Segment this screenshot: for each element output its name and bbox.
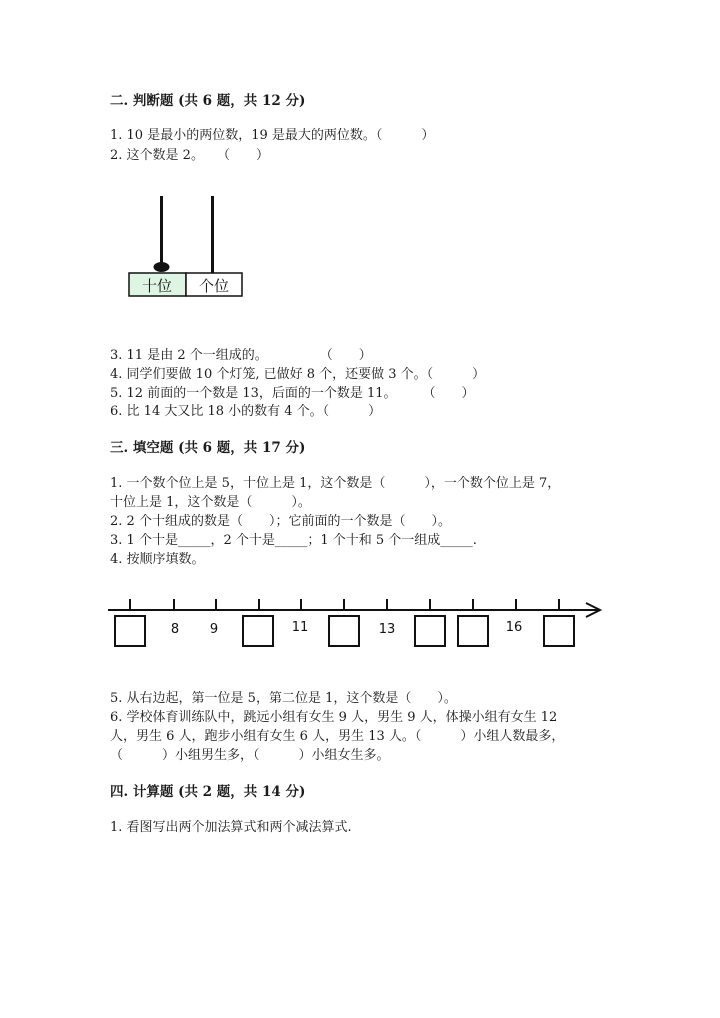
number-line-figure (100, 590, 615, 656)
section4-title: 四. 计算题 (共 2 题，共 14 分) (110, 784, 306, 800)
ones-label: 个位 (198, 277, 230, 295)
tens-label: 十位 (141, 277, 173, 295)
section2-q3: 3. 11 是由 2 个一组成的。 （ ） (110, 348, 372, 363)
number-label-11: 11 (291, 620, 309, 635)
number-label-9: 9 (209, 622, 219, 637)
section3-q6-line2: 人，男生 6 人，跑步小组有女生 6 人，男生 13 人。（ ）小组人数最多， (110, 729, 565, 744)
section3-q5: 5. 从右边起，第一位是 5，第二位是 1，这个数是（ ）。 (110, 691, 457, 706)
blank-box-2 (243, 616, 273, 646)
blank-box-1 (115, 616, 145, 646)
blank-box-6 (544, 616, 574, 646)
blank-box-4 (415, 616, 445, 646)
section3-q6-line3: （ ）小组男生多，（ ）小组女生多。 (110, 748, 390, 763)
section3-q1-line1: 1. 一个数个位上是 5，十位上是 1，这个数是（ ），一个数个位上是 7， (110, 476, 561, 491)
section2-q2: 2. 这个数是 2。 （ ） (110, 148, 269, 163)
ones-rod (211, 196, 214, 274)
section2-q6: 6. 比 14 大又比 18 小的数有 4 个。（ ） (110, 404, 382, 419)
section3-q1-line2: 十位上是 1，这个数是（ ）。 (110, 495, 311, 510)
section2-q5: 5. 12 前面的一个数是 13，后面的一个数是 11。 （ ） (110, 386, 475, 401)
number-label-13: 13 (378, 622, 396, 637)
section3-q6-line1: 6. 学校体育训练队中，跳远小组有女生 9 人，男生 9 人，体操小组有女生 12 (110, 710, 558, 725)
abacus-bead (154, 262, 170, 272)
section2-q1: 1. 10 是最小的两位数，19 是最大的两位数。（ ） (110, 128, 435, 143)
section3-title: 三. 填空题 (共 6 题，共 17 分) (110, 440, 306, 456)
number-line-ticks (130, 599, 559, 610)
abacus-figure (120, 190, 250, 302)
section2-q4: 4. 同学们要做 10 个灯笼, 已做好 8 个，还要做 3 个。（ ） (110, 367, 486, 382)
number-label-16: 16 (505, 620, 523, 635)
number-label-8: 8 (170, 622, 180, 637)
blank-box-3 (329, 616, 359, 646)
section2-title: 二. 判断题 (共 6 题，共 12 分) (110, 93, 306, 109)
section3-q3: 3. 1 个十是_____，2 个十是_____；1 个十和 5 个一组成_____. (110, 533, 477, 548)
section3-q4: 4. 按顺序填数。 (110, 552, 205, 567)
tens-rod (160, 196, 163, 268)
section4-q1: 1. 看图写出两个加法算式和两个减法算式. (110, 820, 352, 835)
blank-box-5 (458, 616, 488, 646)
section3-q2: 2. 2 个十组成的数是（ ）；它前面的一个数是（ ）。 (110, 514, 451, 529)
